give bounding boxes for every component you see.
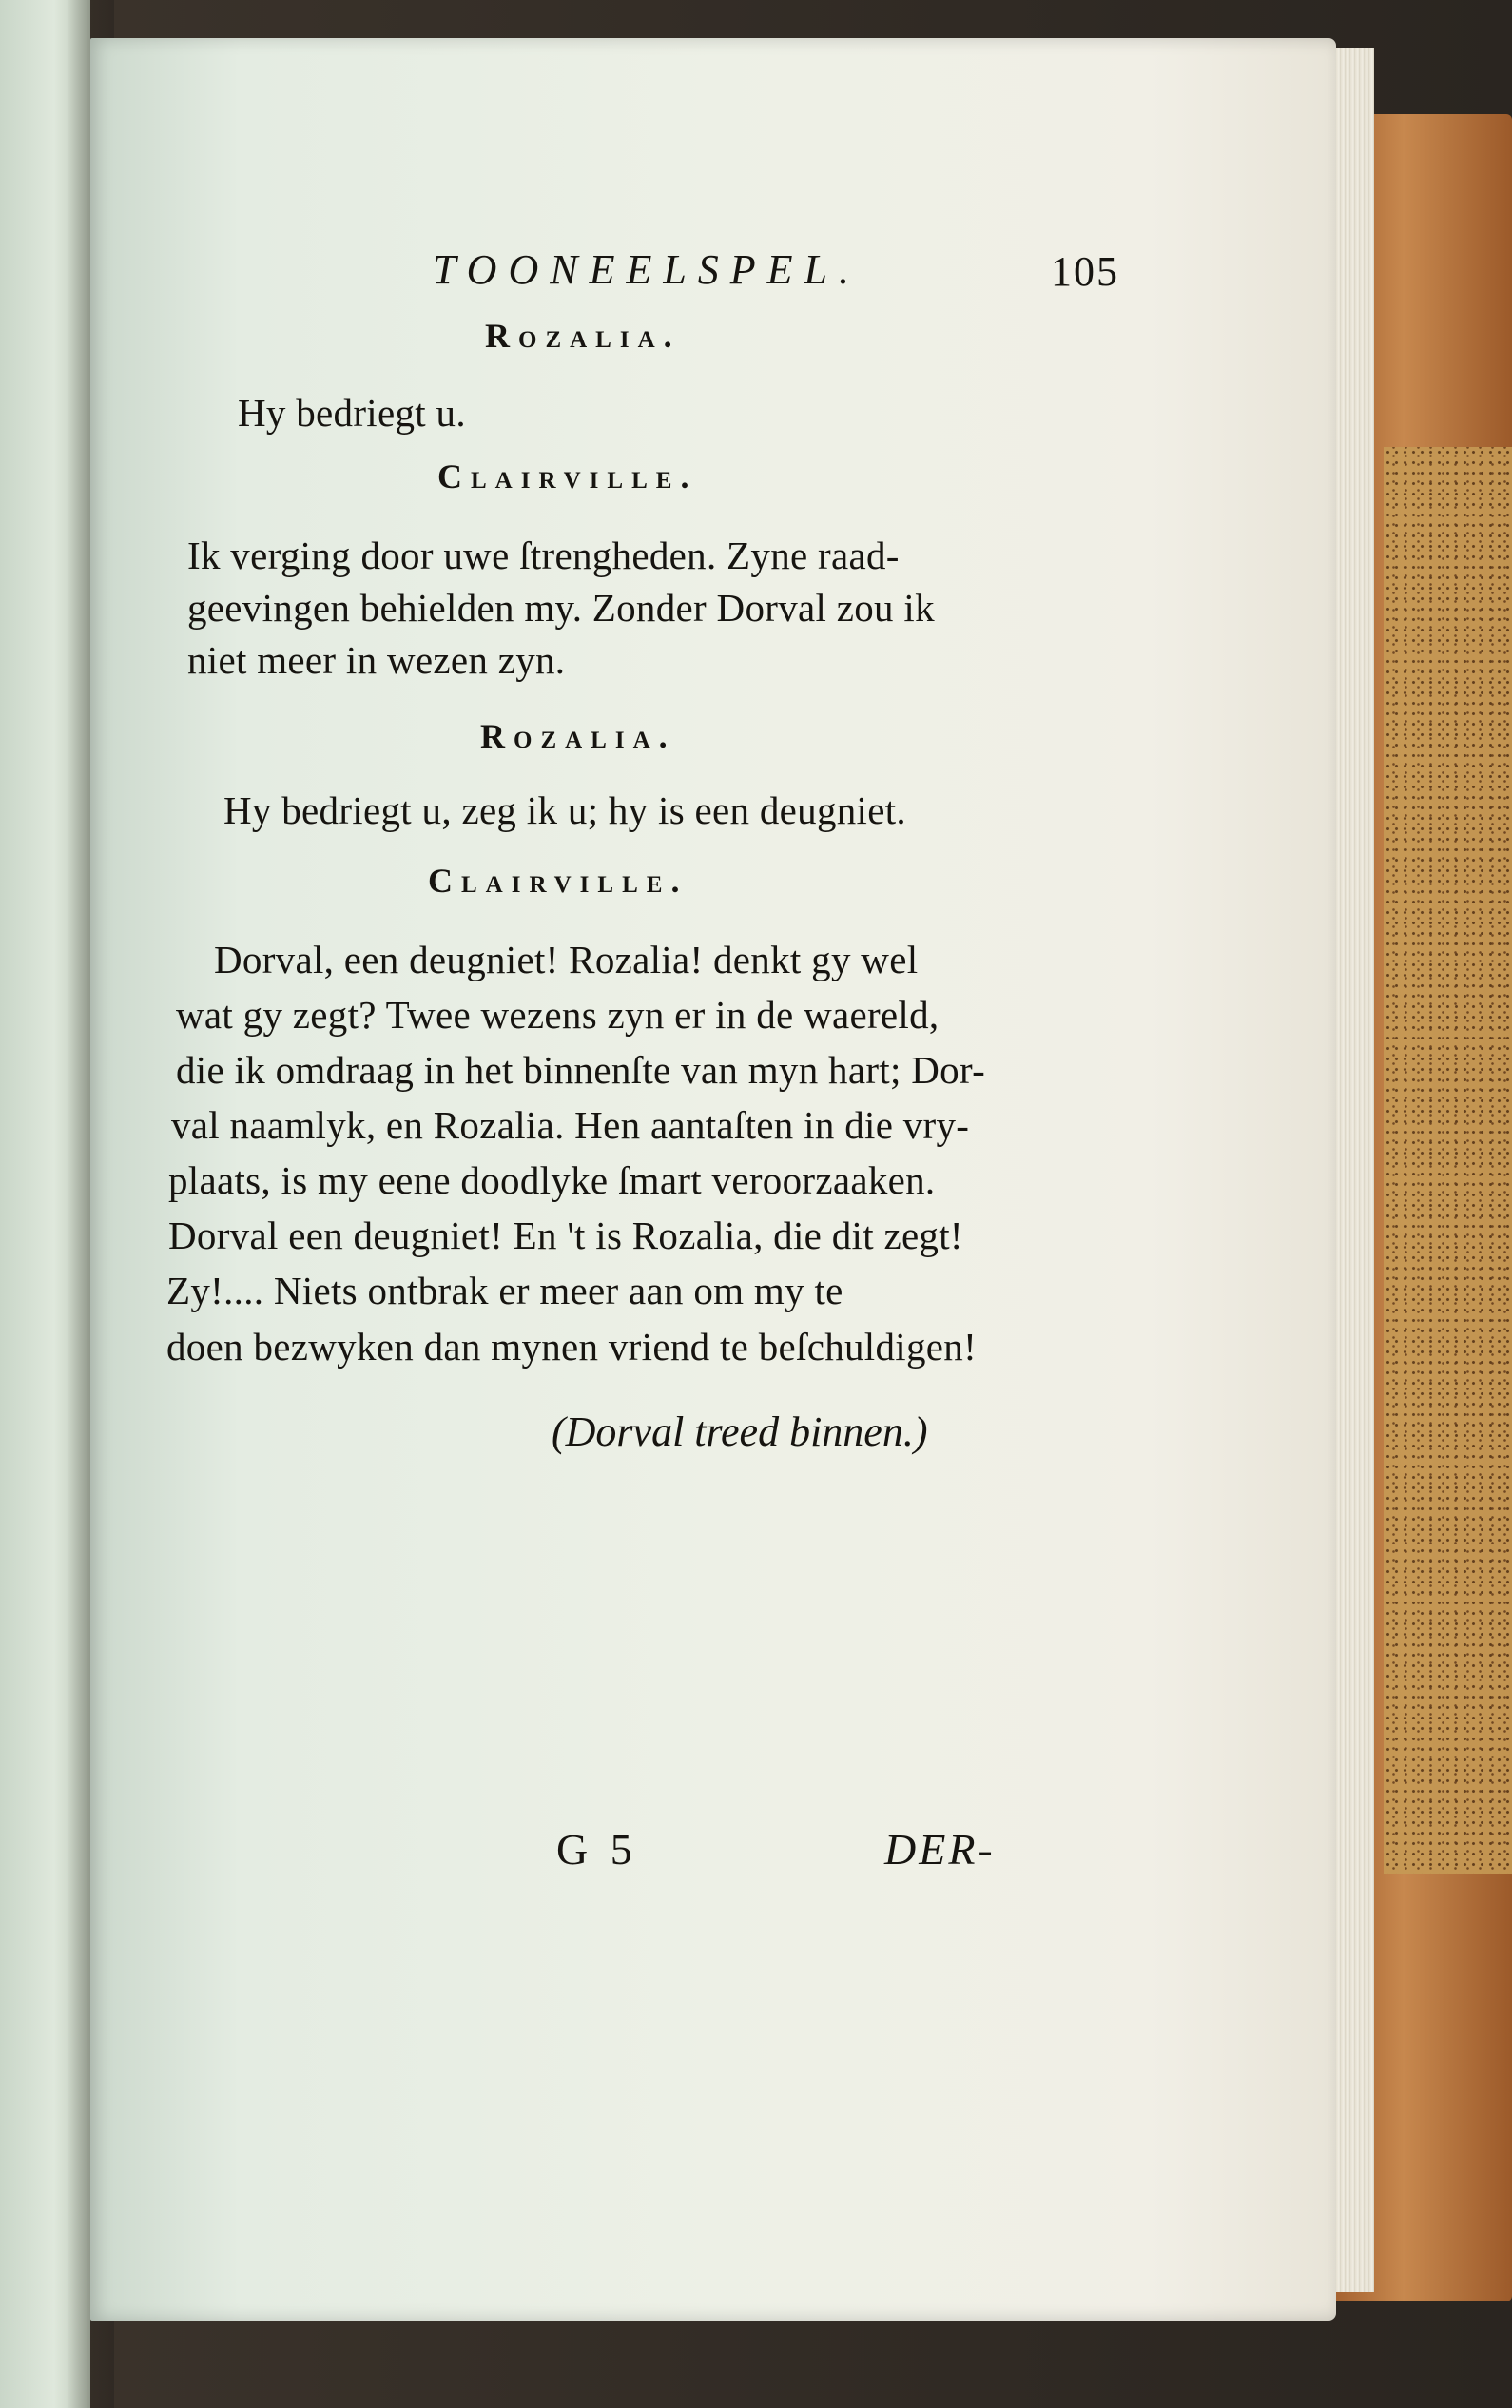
dialogue-line: Hy bedriegt u, zeg ik u; hy is een deugniet. [223, 788, 906, 832]
stage-direction: (Dorval treed binnen.) [552, 1408, 928, 1455]
dialogue-line: Dorval een deugniet! En 't is Rozalia, die dit zegt! [168, 1214, 963, 1257]
dialogue-line: doen bezwyken dan mynen vriend te beſchuldigen! [166, 1325, 978, 1369]
marbled-endpaper [1384, 447, 1512, 1874]
dialogue-line: niet meer in wezen zyn. [187, 638, 566, 682]
dialogue-line: plaats, is my eene doodlyke ſmart veroorzaaken. [168, 1158, 936, 1202]
speaker-name: Clairville. [437, 457, 698, 495]
dialogue-line: Dorval, een deugniet! Rozalia! denkt gy wel [214, 938, 919, 981]
catchword: DER- [884, 1825, 996, 1874]
speaker-name: Rozalia. [485, 317, 681, 355]
speaker-name: Clairville. [428, 862, 688, 900]
dialogue-line: Hy bedriegt u. [238, 391, 466, 435]
speaker-name: Rozalia. [480, 717, 676, 755]
dialogue-line: die ik omdraag in het binnenſte van myn hart; Dor- [176, 1048, 986, 1092]
running-title: TOONEELSPEL. [433, 246, 862, 293]
book-page [90, 38, 1336, 2321]
signature-mark: G 5 [556, 1825, 638, 1874]
page-number: 105 [1051, 248, 1119, 295]
dialogue-line: Zy!.... Niets ontbrak er meer aan om my te [166, 1269, 843, 1312]
dialogue-line: val naamlyk, en Rozalia. Hen aantaſten in die vry- [171, 1103, 970, 1147]
dialogue-line: geevingen behielden my. Zonder Dorval zou ik [187, 586, 935, 630]
dialogue-line: Ik verging door uwe ſtrengheden. Zyne raad- [187, 534, 900, 577]
dialogue-line: wat gy zegt? Twee wezens zyn er in de waereld, [176, 993, 940, 1037]
